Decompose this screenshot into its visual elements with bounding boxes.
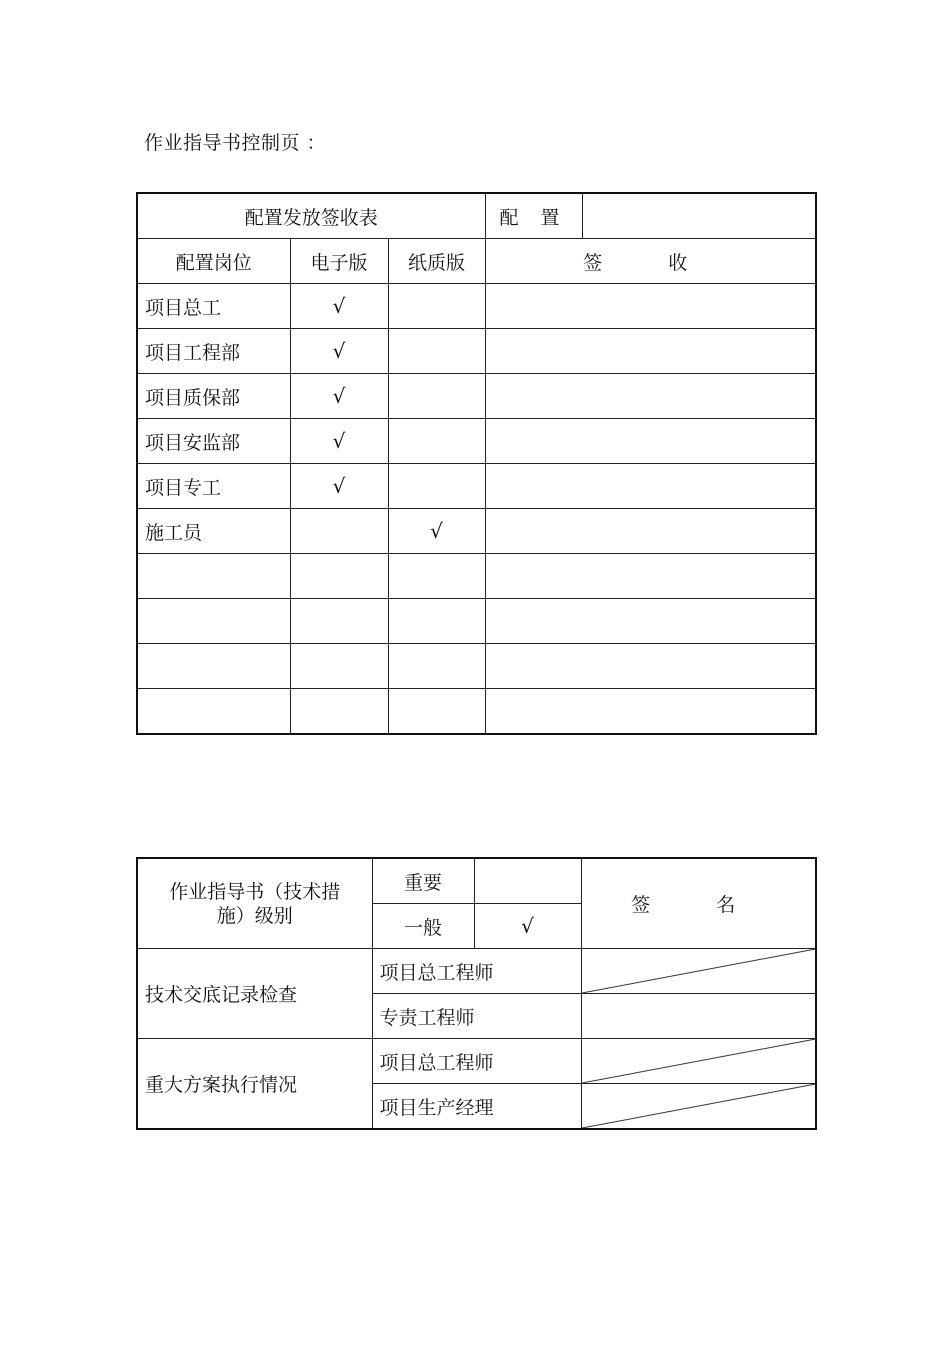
disclosure-role: 项目总工程师 [372, 949, 581, 994]
column-header-paper: 纸质版 [388, 239, 485, 284]
column-header-row [137, 239, 816, 284]
row-paper-mark [388, 284, 485, 329]
table-row [137, 284, 816, 329]
sign-cell-crossed [581, 949, 816, 994]
row-electronic-mark [290, 509, 388, 554]
distribution-header-row [137, 193, 816, 239]
sign-cell-crossed [581, 1084, 816, 1130]
row-position [137, 689, 290, 735]
row-electronic-mark: √ [290, 419, 388, 464]
row-sign-cell [485, 329, 816, 374]
row-position: 项目质保部 [137, 374, 290, 419]
level-important-label: 重要 [372, 858, 474, 904]
row-sign-cell [485, 599, 816, 644]
row-sign-cell [485, 464, 816, 509]
row-paper-mark [388, 329, 485, 374]
row-paper-mark [388, 644, 485, 689]
row-sign-cell [485, 689, 816, 735]
table-row [137, 599, 816, 644]
level-general-mark: √ [474, 904, 581, 949]
level-important-mark [474, 858, 581, 904]
sign-cell-crossed [581, 1039, 816, 1084]
row-position: 项目专工 [137, 464, 290, 509]
row-electronic-mark [290, 689, 388, 735]
level-label: 作业指导书（技术措施）级别 [137, 858, 372, 949]
table-row [137, 419, 816, 464]
row-sign-cell [485, 554, 816, 599]
row-paper-mark: √ [388, 509, 485, 554]
row-position [137, 599, 290, 644]
level-general-label: 一般 [372, 904, 474, 949]
disclosure-role: 专责工程师 [372, 994, 581, 1039]
row-position: 项目总工 [137, 284, 290, 329]
row-electronic-mark: √ [290, 329, 388, 374]
page-title: 作业指导书控制页 ： [144, 132, 327, 154]
config-label: 配 置 [485, 193, 582, 239]
sign-cell [581, 994, 816, 1039]
table-row [137, 329, 816, 374]
row-position [137, 644, 290, 689]
row-paper-mark [388, 599, 485, 644]
row-electronic-mark [290, 599, 388, 644]
row-position: 施工员 [137, 509, 290, 554]
row-position: 项目安监部 [137, 419, 290, 464]
row-position: 项目工程部 [137, 329, 290, 374]
plan-role: 项目生产经理 [372, 1084, 581, 1130]
plan-label: 重大方案执行情况 [137, 1039, 372, 1130]
table-row [137, 689, 816, 735]
row-sign-cell [485, 509, 816, 554]
table-row [137, 644, 816, 689]
row-paper-mark [388, 374, 485, 419]
diagonal-slash [582, 949, 816, 993]
table-row [137, 554, 816, 599]
row-electronic-mark [290, 644, 388, 689]
level-row-important [137, 858, 816, 904]
disclosure-label: 技术交底记录检查 [137, 949, 372, 1039]
row-electronic-mark: √ [290, 464, 388, 509]
row-paper-mark [388, 419, 485, 464]
distribution-table [136, 192, 817, 735]
diagonal-slash [582, 1084, 816, 1128]
row-paper-mark [388, 554, 485, 599]
row-sign-cell [485, 374, 816, 419]
table-row [137, 374, 816, 419]
column-header-electronic: 电子版 [290, 239, 388, 284]
row-paper-mark [388, 464, 485, 509]
row-paper-mark [388, 689, 485, 735]
row-sign-cell [485, 644, 816, 689]
level-table [136, 857, 817, 1130]
sign-header: 签 名 [581, 858, 816, 949]
row-electronic-mark: √ [290, 284, 388, 329]
row-position [137, 554, 290, 599]
distribution-header: 配置发放签收表 [137, 193, 485, 239]
diagonal-slash [582, 1039, 816, 1083]
disclosure-row-1 [137, 949, 816, 994]
config-value-cell [582, 193, 816, 239]
plan-role: 项目总工程师 [372, 1039, 581, 1084]
row-sign-cell [485, 419, 816, 464]
row-electronic-mark: √ [290, 374, 388, 419]
row-electronic-mark [290, 554, 388, 599]
column-header-sign: 签 收 [485, 239, 816, 284]
column-header-position: 配置岗位 [137, 239, 290, 284]
row-sign-cell [485, 284, 816, 329]
table-row [137, 509, 816, 554]
table-row [137, 464, 816, 509]
plan-row-1 [137, 1039, 816, 1084]
